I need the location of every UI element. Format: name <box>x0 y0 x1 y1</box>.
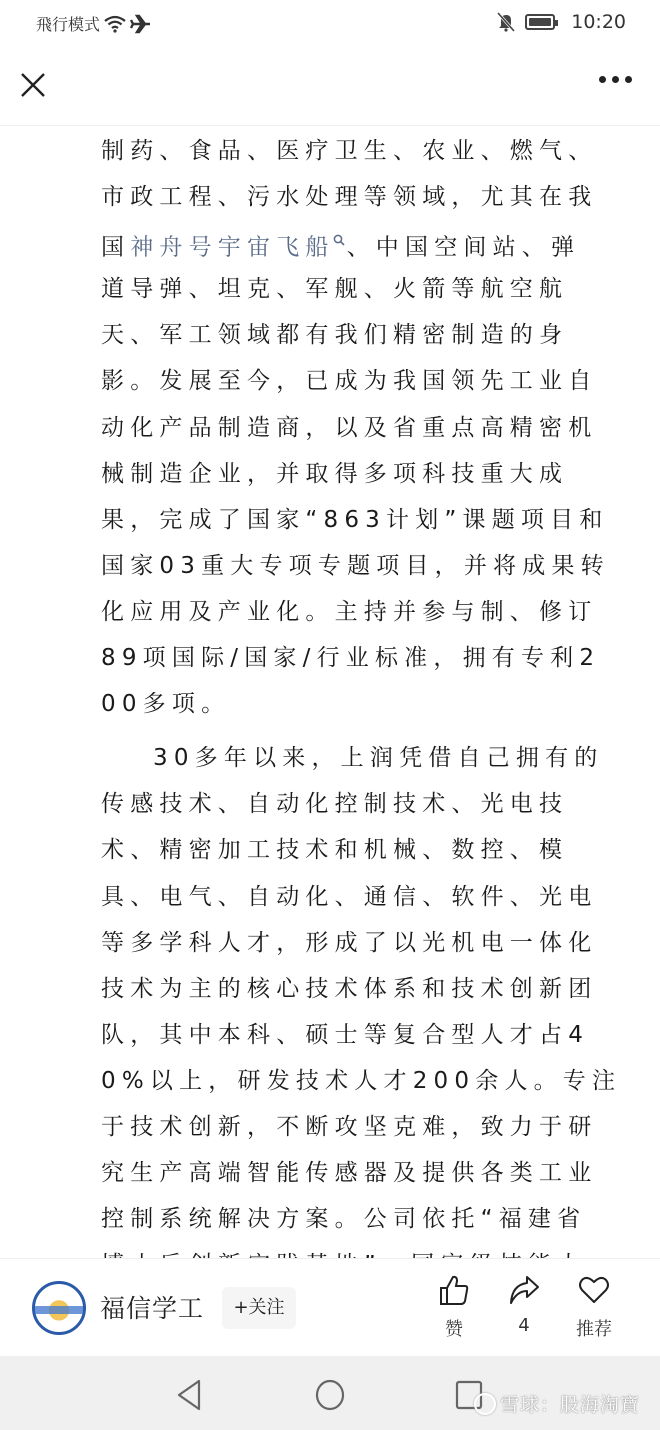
share-arrow-icon <box>507 1273 541 1307</box>
article-line: 队，其中本科、硕士等复合型人才占4 <box>101 1021 590 1048</box>
article-line: 究生产高端智能传感器及提供各类工业 <box>101 1160 598 1187</box>
status-right <box>497 11 626 33</box>
author-avatar[interactable] <box>32 1281 86 1335</box>
article-line: 果，完成了国家“863计划”课题项目和 <box>101 506 609 533</box>
article-line: 影。发展至今，已成为我国领先工业自 <box>101 368 598 395</box>
search-icon[interactable] <box>333 220 345 266</box>
recommend-button[interactable]: 推荐 <box>564 1273 624 1341</box>
article-body <box>101 128 622 1288</box>
article-line: 天、军工领域都有我们精密制造的身 <box>101 322 569 349</box>
article-line: 动化产品制造商，以及省重点高精密机 <box>101 414 598 441</box>
article-line: 械制造企业，并取得多项科技重大成 <box>101 460 569 487</box>
article-line: 于技术创新，不断攻坚克难，致力于研 <box>101 1113 598 1140</box>
clock: 10:20 <box>571 11 626 33</box>
home-circle-icon <box>314 1378 346 1412</box>
close-button[interactable] <box>18 70 48 100</box>
article-line: 市政工程、污水处理等领域，尤其在我 <box>101 184 598 211</box>
article-line: 术、精密加工技术和机械、数控、模 <box>101 837 569 864</box>
status-bar <box>0 0 660 46</box>
shenzhou-spacecraft-link[interactable]: 神舟号宇宙飞船 <box>130 234 335 261</box>
status-left <box>36 12 152 35</box>
article-line: 具、电气、自动化、通信、软件、光电 <box>101 883 598 910</box>
bottom-action-bar <box>0 1258 660 1356</box>
article-line: 30多年以来，上润凭借自己拥有的 <box>153 745 604 772</box>
bell-muted-icon <box>497 12 515 32</box>
article-line: 制药、食品、医疗卫生、农业、燃气、 <box>101 138 598 164</box>
xueqiu-logo-icon <box>474 1393 496 1415</box>
article-line: 国家03重大专项专题项目，并将成果转 <box>101 552 610 579</box>
article-line: 技术为主的核心技术体系和技术创新团 <box>101 975 598 1002</box>
airplane-mode-label: 飛行模式 <box>36 15 101 34</box>
home-button[interactable] <box>314 1378 346 1416</box>
more-options-button[interactable] <box>599 76 632 83</box>
system-nav-bar <box>0 1356 660 1430</box>
airplane-icon <box>130 14 152 34</box>
article-content <box>0 126 660 1260</box>
thumbs-up-icon <box>437 1273 471 1307</box>
article-line: 等多学科人才，形成了以光机电一体化 <box>101 929 598 956</box>
top-bar <box>0 46 660 126</box>
back-button[interactable] <box>174 1378 204 1416</box>
article-line-with-link: 国神舟号宇宙飞船 、中国空间站、弹 <box>101 220 563 266</box>
like-button[interactable]: 赞 <box>424 1273 484 1341</box>
wifi-icon <box>104 15 126 33</box>
back-triangle-icon <box>174 1378 204 1412</box>
article-line: 89项国际/国家/行业标准，拥有专利2 <box>101 645 601 672</box>
article-line: 道导弹、坦克、军舰、火箭等航空航 <box>101 276 569 303</box>
follow-button[interactable]: +关注 <box>222 1287 296 1329</box>
share-button[interactable]: 4 <box>494 1273 554 1336</box>
heart-icon <box>577 1273 611 1307</box>
article-line: 传感技术、自动化控制技术、光电技 <box>101 791 569 818</box>
watermark: 雪球：股海淘寶 <box>474 1390 640 1417</box>
close-icon <box>18 70 48 100</box>
more-dots-icon <box>599 76 606 83</box>
article-line: 0%以上，研发技术人才200余人。专注 <box>101 1067 622 1094</box>
article-line: 00多项。 <box>101 691 231 718</box>
article-line: 化应用及产业化。主持并参与制、修订 <box>101 598 598 625</box>
battery-icon <box>525 14 555 30</box>
author-name[interactable]: 福信学工 <box>100 1294 205 1323</box>
article-line: 控制系统解决方案。公司依托“福建省 <box>101 1206 587 1233</box>
